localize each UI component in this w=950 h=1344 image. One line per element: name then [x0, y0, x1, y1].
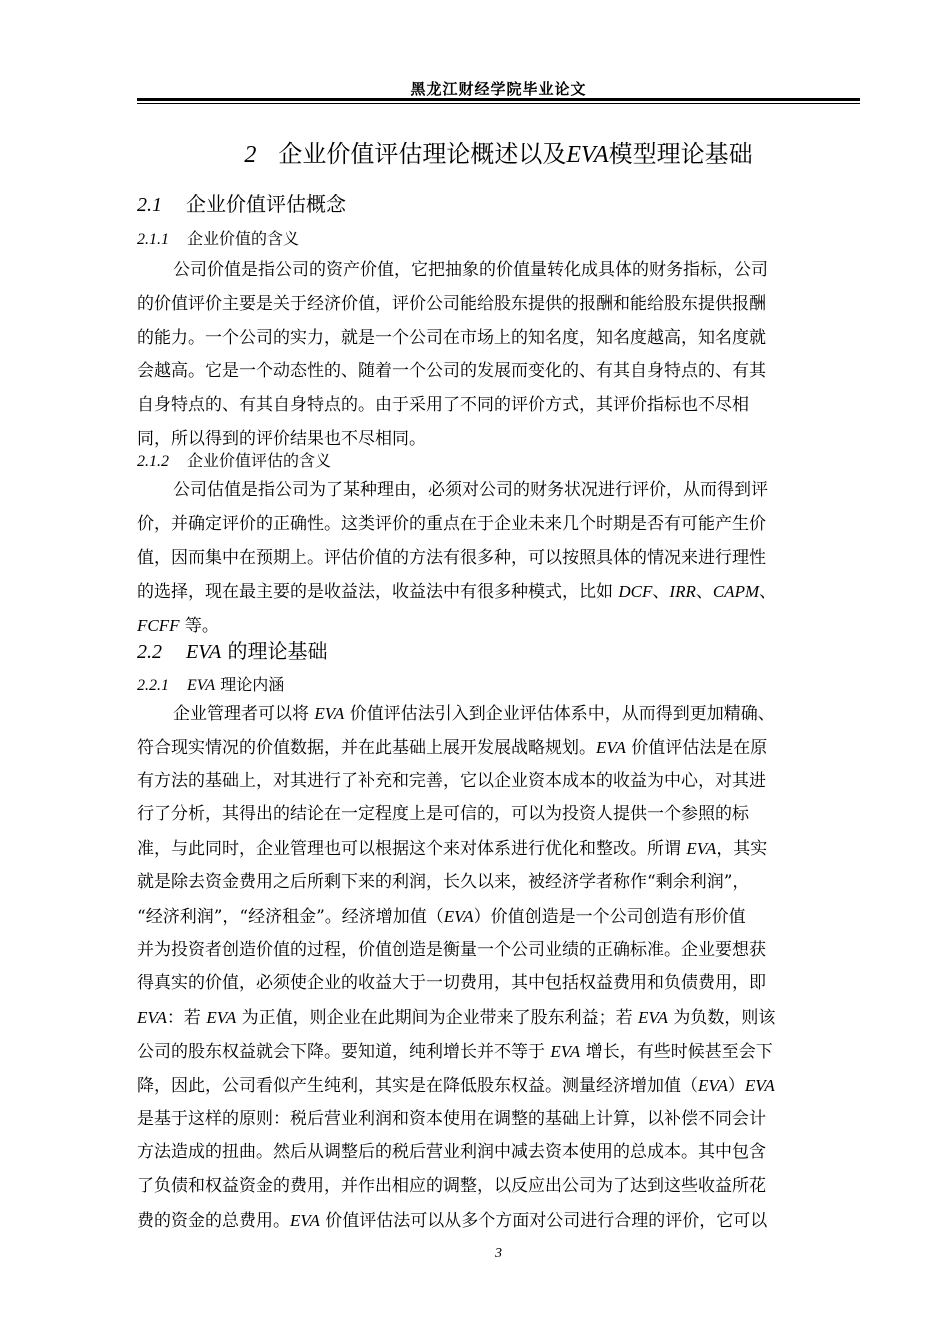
text-line: 的能力。一个公司的实力，就是一个公司在市场上的知名度，知名度越高，知名度就 — [137, 327, 766, 348]
chapter-title — [137, 134, 860, 169]
text-line: 是基于这样的原则：税后营业利润和资本使用在调整的基础上计算，以补偿不同会计 — [137, 1108, 766, 1129]
text-line: 自身特点的、有其自身特点的。由于采用了不同的评价方式，其评价指标也不尽相 — [137, 395, 749, 416]
section-title-em: EVA — [186, 641, 222, 663]
chapter-title-post: 模型理论基础 — [608, 140, 753, 168]
text-run: 、 — [695, 582, 713, 603]
text-run: 价值评估法引入到企业评估体系中，从而得到更加精确、 — [344, 704, 775, 724]
text-line: 公司价值是指公司的资产价值，它把抽象的价值量转化成具体的财务指标，公司 — [173, 260, 768, 280]
text-run: 增长，有些时候甚至会下 — [580, 1041, 773, 1062]
text-run: 降，因此，公司看似产生纯利，其实是在降低股东权益。测量经济增加值（ — [137, 1075, 698, 1096]
text-run: 费的资金的总费用。 — [137, 1210, 290, 1231]
text-run: ） — [727, 1075, 745, 1096]
term-eva: EVA — [698, 1075, 728, 1095]
subsection-title: 企业价值的含义 — [187, 229, 300, 248]
text-line: 值，因而集中在预期上。评估价值的方法有很多种，可以按照具体的情况来进行理性 — [137, 547, 766, 568]
subsection-heading-2-1-1 — [137, 226, 299, 249]
subsection-heading-2-1-2 — [137, 448, 331, 471]
text-run: 企业管理者可以将 — [173, 704, 315, 724]
subsection-title-post: 理论内涵 — [215, 675, 285, 694]
term-eva: EVA — [206, 1008, 237, 1028]
text-line: 行了分析，其得出的结论在一定程度上是可信的，可以为投资人提供一个参照的标 — [137, 804, 749, 825]
term-eva: EVA — [686, 839, 717, 859]
text-line — [137, 1001, 860, 1035]
text-line: 了负债和权益资金的费用，并作出相应的调整，以反应出公司为了达到这些收益所花 — [137, 1176, 766, 1197]
text-run: 价值评估法可以从多个方面对公司进行合理的评价，它可以 — [319, 1210, 768, 1231]
header-rule-thin — [137, 103, 860, 104]
term-eva: EVA — [550, 1041, 581, 1061]
paragraph-company-value — [137, 254, 860, 457]
text-run: 为负数，则该 — [667, 1008, 776, 1029]
text-run: ，其实 — [716, 839, 768, 860]
text-line — [137, 832, 860, 866]
text-line — [137, 575, 860, 609]
term-eva: EVA — [290, 1210, 320, 1230]
text-line — [137, 1035, 860, 1069]
text-run: ：若 — [166, 1008, 207, 1029]
term-dcf: DCF — [618, 582, 653, 602]
paragraph-valuation — [137, 474, 860, 643]
subsection-heading-2-2-1 — [137, 672, 284, 695]
page-number: 3 — [495, 1246, 502, 1261]
section-number: 2.1 — [137, 194, 162, 216]
section-title: 企业价值评估概念 — [186, 192, 346, 216]
term-eva: EVA — [638, 1008, 668, 1028]
term-eva: EVA — [596, 737, 626, 757]
text-run: 公司的股东权益就会下降。要知道，纯利增长并不等于 — [137, 1041, 551, 1062]
subsection-title-em: EVA — [187, 677, 216, 694]
text-line — [137, 1069, 860, 1103]
subsection-number: 2.2.1 — [137, 677, 169, 694]
term-capm: CAPM — [712, 582, 760, 602]
text-line: 有方法的基础上，对其进行了补充和完善，它以企业资本成本的收益为中心，对其进 — [137, 770, 766, 791]
text-run: 符合现实情况的价值数据，并在此基础上展开发展战略规划。 — [137, 737, 596, 758]
section-heading-2-2 — [137, 635, 328, 664]
section-heading-2-1 — [137, 188, 346, 217]
term-eva: EVA — [744, 1075, 775, 1095]
text-line — [137, 697, 860, 731]
text-line: 并为投资者创造价值的过程，价值创造是衡量一个公司业绩的正确标准。企业要想获 — [137, 939, 766, 960]
term-eva: EVA — [443, 906, 474, 926]
term-eva: EVA — [137, 1008, 167, 1028]
chapter-title-pre: 企业价值评估理论概述以及 — [278, 140, 567, 168]
text-run: 的选择，现在最主要的是收益法，收益法中有很多种模式，比如 — [137, 582, 619, 603]
text-run: 为正值，则企业在此期间为企业带来了股东利益；若 — [236, 1008, 639, 1029]
section-title-post: 的理论基础 — [221, 639, 328, 663]
text-line: 就是除去资金费用之后所剩下来的利润，长久以来，被经济学者称作“剩余利润”， — [137, 871, 750, 892]
text-line — [137, 731, 860, 765]
text-run: 准，与此同时，企业管理也可以根据这个来对体系进行优化和整改。所谓 — [137, 839, 687, 860]
text-run: 、 — [759, 582, 777, 603]
text-line: 同，所以得到的评价结果也不尽相同。 — [137, 428, 426, 449]
text-line: 方法造成的扭曲。然后从调整后的税后营业利润中减去资本使用的总成本。其中包含 — [137, 1142, 766, 1163]
text-run: 、 — [652, 582, 670, 603]
text-run: 价值评估法是在原 — [625, 737, 768, 758]
subsection-number: 2.1.1 — [137, 231, 169, 248]
subsection-title: 企业价值评估的含义 — [187, 451, 332, 470]
text-line: 价，并确定评价的正确性。这类评价的重点在于企业未来几个时期是否有可能产生价 — [137, 513, 766, 534]
text-line — [137, 1204, 860, 1238]
text-line — [137, 900, 860, 934]
text-line: 公司估值是指公司为了某种理由，必须对公司的财务状况进行评价，从而得到评 — [173, 480, 768, 500]
section-number: 2.2 — [137, 641, 162, 663]
text-line: 会越高。它是一个动态性的、随着一个公司的发展而变化的、有其自身特点的、有其 — [137, 361, 766, 382]
text-run: 等。 — [179, 616, 219, 637]
term-fcff: FCFF — [137, 616, 180, 636]
running-header: 黑龙江财经学院毕业论文 — [410, 80, 587, 98]
term-irr: IRR — [669, 582, 696, 602]
header-rule-thick — [137, 98, 860, 101]
text-line: 的价值评价主要是关于经济价值，评价公司能给股东提供的报酬和能给股东提供报酬 — [137, 293, 766, 314]
chapter-number: 2 — [244, 142, 257, 168]
chapter-title-em: EVA — [566, 142, 609, 168]
subsection-number: 2.1.2 — [137, 453, 169, 470]
paragraph-eva-theory — [137, 697, 860, 1238]
term-eva: EVA — [314, 704, 345, 723]
text-run: “经济利润”，“经济租金”。经济增加值（ — [137, 906, 444, 927]
text-line: 得真实的价值，必须使企业的收益大于一切费用，其中包括权益费用和负债费用，即 — [137, 973, 766, 994]
text-run: ）价值创造是一个公司创造有形价值 — [473, 906, 746, 927]
